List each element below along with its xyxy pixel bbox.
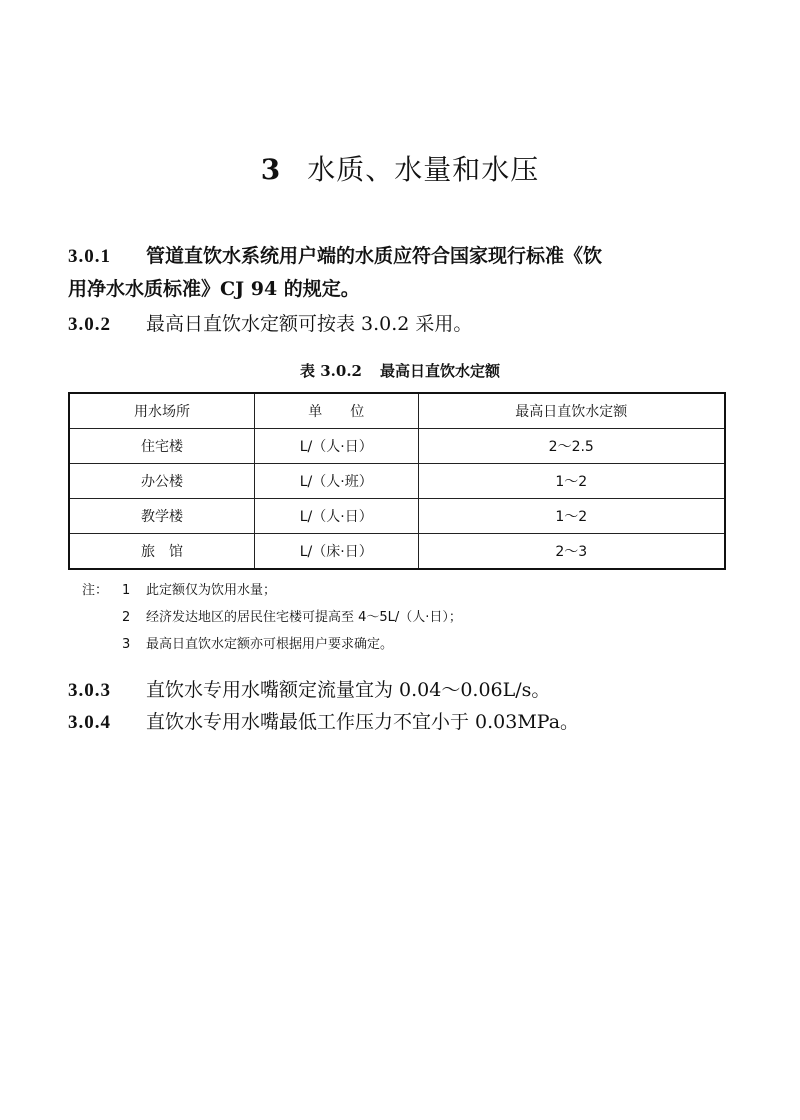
clause-number: 3.0.4 — [68, 712, 111, 733]
quota-table — [68, 392, 726, 570]
cell-quota: 1～2 — [418, 499, 725, 534]
clause-text: 最高日直饮水定额可按表 3.0.2 采用。 — [146, 313, 473, 335]
header-quota: 最高日直饮水定额 — [418, 393, 725, 429]
table-row — [69, 464, 725, 499]
clause-text-line2: 用净水水质标准》CJ 94 的规定。 — [68, 278, 360, 300]
clause-number: 3.0.1 — [68, 246, 111, 267]
table-number: 表 3.0.2 — [300, 362, 362, 380]
note-item — [82, 577, 722, 604]
note-text: 经济发达地区的居民住宅楼可提高至 4～5L/（人·日）； — [146, 610, 462, 625]
note-item — [82, 631, 722, 658]
cell-unit: L/（人·日） — [254, 429, 418, 464]
clause-text: 直饮水专用水嘴额定流量宜为 0.04～0.06L/s。 — [146, 679, 551, 701]
clause-3-0-2 — [68, 308, 748, 341]
clause-3-0-4 — [68, 706, 748, 739]
cell-quota: 2～2.5 — [418, 429, 725, 464]
table-notes — [82, 577, 722, 658]
cell-quota: 1～2 — [418, 464, 725, 499]
note-label: 注： — [82, 583, 109, 598]
cell-location: 教学楼 — [69, 499, 254, 534]
cell-unit: L/（人·日） — [254, 499, 418, 534]
note-text: 此定额仅为饮用水量； — [146, 583, 277, 598]
clause-3-0-3 — [68, 674, 748, 707]
cell-location: 办公楼 — [69, 464, 254, 499]
clause-text-line1: 管道直饮水系统用户端的水质应符合国家现行标准《饮 — [146, 245, 603, 267]
cell-quota: 2～3 — [418, 534, 725, 570]
cell-unit: L/（床·日） — [254, 534, 418, 570]
clause-number: 3.0.2 — [68, 314, 111, 335]
table-header-row — [69, 393, 725, 429]
table-caption — [0, 360, 800, 381]
cell-location: 旅 馆 — [69, 534, 254, 570]
clause-3-0-1 — [68, 240, 748, 305]
header-location: 用水场所 — [69, 393, 254, 429]
note-number: 3 — [122, 637, 131, 652]
table-row — [69, 499, 725, 534]
note-number: 2 — [122, 610, 131, 625]
table-row — [69, 534, 725, 570]
table-row — [69, 429, 725, 464]
note-number: 1 — [122, 583, 131, 598]
clause-text: 直饮水专用水嘴最低工作压力不宜小于 0.03MPa。 — [146, 711, 580, 733]
table-title: 最高日直饮水定额 — [379, 362, 500, 380]
chapter-heading: 水质、水量和水压 — [307, 153, 540, 186]
clause-number: 3.0.3 — [68, 680, 111, 701]
chapter-title — [0, 148, 800, 188]
header-unit: 单 位 — [254, 393, 418, 429]
note-text: 最高日直饮水定额亦可根据用户要求确定。 — [146, 637, 394, 652]
cell-unit: L/（人·班） — [254, 464, 418, 499]
note-item — [82, 604, 722, 631]
cell-location: 住宅楼 — [69, 429, 254, 464]
chapter-number: 3 — [260, 153, 282, 186]
